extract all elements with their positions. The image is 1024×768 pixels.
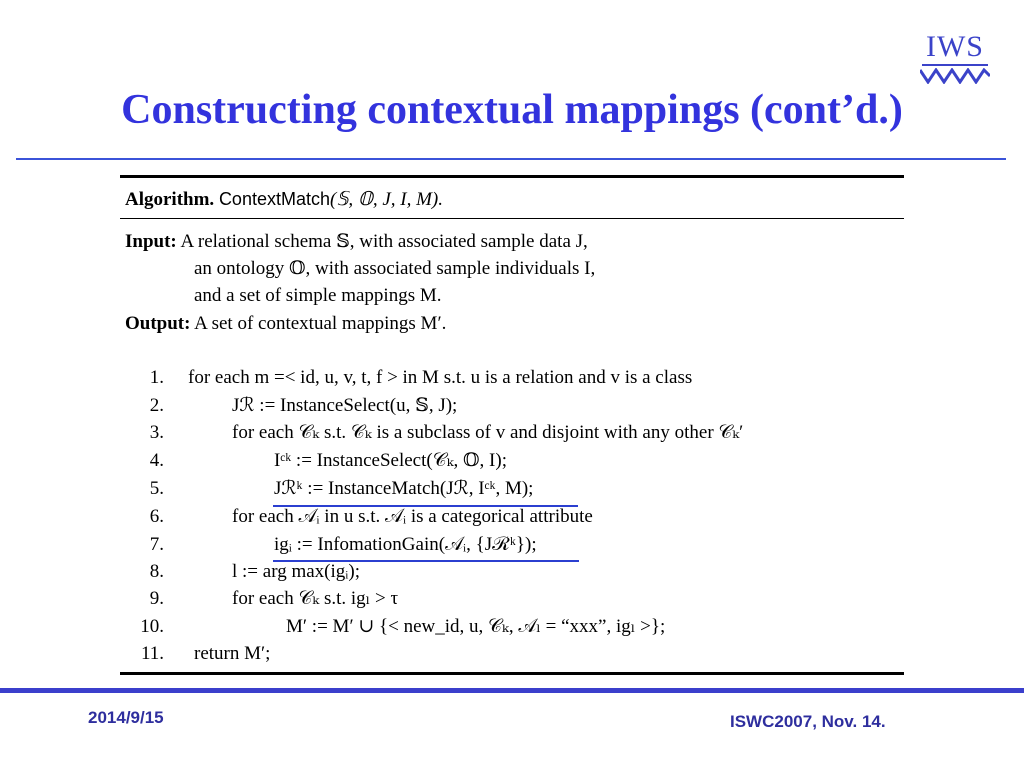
slide-title: Constructing contextual mappings (cont’d.)	[121, 87, 903, 133]
step-number: 5.	[149, 478, 164, 499]
step-text: M′ := M′ ∪ {< new_id, u, 𝒞ₖ, 𝒜ₗ = “xxx”, igₗ >};	[286, 616, 666, 637]
logo-text: IWS	[926, 30, 984, 63]
iws-logo	[918, 30, 992, 86]
step-text: for each 𝒞ₖ s.t. 𝒞ₖ is a subclass of v and disjoint with any other 𝒞ₖ′	[232, 422, 744, 443]
step-text: for each 𝒞ₖ s.t. igₗ > τ	[232, 588, 399, 609]
step-text: for each m =< id, u, v, t, f > in M s.t. u is a relation and v is a class	[188, 367, 693, 388]
step-text: return M′;	[194, 643, 271, 664]
algorithm-header	[125, 187, 443, 212]
step-number: 6.	[149, 506, 164, 527]
step-text: l := arg max(igᵢ);	[232, 561, 360, 582]
step-number: 1.	[149, 367, 164, 388]
input-label: Input:	[125, 231, 177, 252]
step-number: 2.	[149, 395, 164, 416]
input-line-0	[125, 230, 588, 254]
logo-wave-icon	[920, 68, 990, 84]
algorithm-args: (𝕊, 𝕆, J, I, M).	[330, 189, 444, 210]
footer-event: ISWC2007, Nov. 14.	[730, 712, 886, 731]
step-text: Iᶜᵏ := InstanceSelect(𝒞ₖ, 𝕆, I);	[274, 450, 507, 471]
input-line-1: an ontology 𝕆, with associated sample individuals I,	[194, 258, 596, 279]
step-text: for each 𝒜ᵢ in u s.t. 𝒜ᵢ is a categorical attribute	[232, 506, 593, 527]
step-number: 10.	[140, 616, 164, 637]
footer-date: 2014/9/15	[88, 708, 164, 727]
output-label: Output:	[125, 313, 191, 334]
logo-underline	[922, 64, 988, 66]
step-text: Jℛᵏ := InstanceMatch(Jℛ, Iᶜᵏ, M);	[274, 478, 534, 499]
step-text: Jℛ := InstanceSelect(u, 𝕊, J);	[232, 395, 458, 416]
algorithm-label: Algorithm.	[125, 189, 215, 210]
footer-divider	[0, 688, 1024, 693]
step-number: 3.	[149, 422, 164, 443]
step-number: 9.	[149, 588, 164, 609]
algorithm-name: ContextMatch	[218, 189, 330, 209]
algorithm-bottom-rule	[120, 672, 904, 675]
algorithm-header-rule	[120, 218, 904, 219]
step-text: igᵢ := InfomationGain(𝒜ᵢ, {Jℛᵏ});	[274, 534, 537, 555]
algorithm-top-rule	[120, 175, 904, 178]
step-number: 11.	[140, 643, 164, 664]
step-number: 4.	[149, 450, 164, 471]
title-divider	[16, 158, 1006, 160]
algorithm-box	[120, 175, 904, 677]
step-number: 7.	[149, 534, 164, 555]
input-line-2: and a set of simple mappings M.	[194, 285, 442, 306]
step-number: 8.	[149, 561, 164, 582]
output-line	[125, 312, 446, 336]
input-text-0: A relational schema 𝕊, with associated sample data J,	[180, 231, 588, 252]
output-text: A set of contextual mappings M′.	[194, 313, 447, 334]
